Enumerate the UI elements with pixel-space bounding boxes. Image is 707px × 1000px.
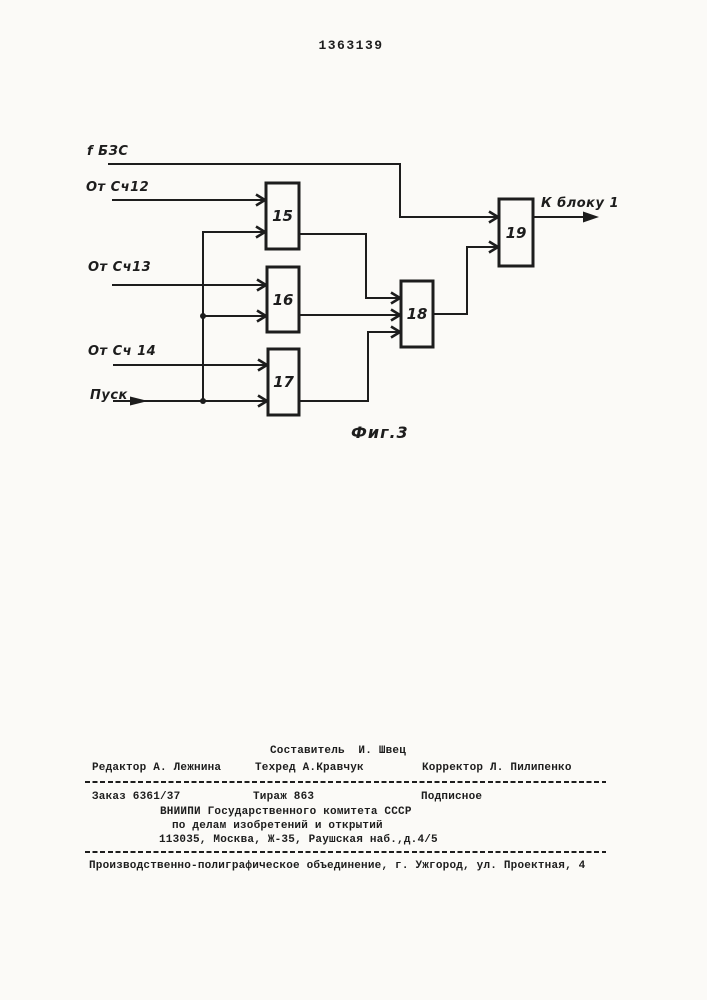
- block-number-18: 18: [406, 305, 428, 323]
- imprint-vniipi-line1: ВНИИПИ Государственного комитета СССР: [160, 806, 412, 818]
- wire-fbzs-to-19: [108, 164, 497, 217]
- output-arrowhead: [583, 212, 599, 223]
- imprint-production-line: Производственно-полиграфическое объединение, г. Ужгород, ул. Проектная, 4: [89, 860, 586, 872]
- imprint-zakaz: Заказ 6361/37: [92, 791, 181, 803]
- junction-dot: [200, 398, 206, 404]
- wire-17-to-18: [299, 332, 399, 401]
- wire-15-to-18: [299, 234, 399, 298]
- imprint-podpisnoe: Подписное: [421, 791, 483, 803]
- imprint-korrektor: Корректор Л. Пилипенко: [422, 762, 572, 774]
- signal-label-ot-sch14: От Сч 14: [88, 344, 157, 359]
- divider-dashed-bottom: [85, 851, 606, 853]
- imprint-vniipi-line2: по делам изобретений и открытий: [172, 820, 383, 832]
- signal-label-ot-sch13: От Сч13: [88, 260, 152, 275]
- imprint-tirazh: Тираж 863: [253, 791, 315, 803]
- pusk-arrowhead: [130, 397, 148, 406]
- imprint-sostavitel: Составитель И. Швец: [270, 745, 407, 757]
- patent-number: 1363139: [318, 38, 384, 53]
- block-number-17: 17: [273, 373, 294, 391]
- imprint-tehred: Техред А.Кравчук: [255, 762, 364, 774]
- output-label-k-bloku-1: К блоку 1: [541, 196, 620, 211]
- junction-dot: [200, 313, 206, 319]
- divider-dashed-top: [85, 781, 606, 783]
- imprint-vniipi-line3: 113035, Москва, Ж-35, Раушская наб.,д.4/5: [159, 834, 438, 846]
- signal-label-ot-sch12: От Сч12: [86, 180, 150, 195]
- imprint-redaktor: Редактор А. Лежнина: [92, 762, 222, 774]
- block-number-19: 19: [505, 223, 527, 242]
- signal-label-fbzs: f БЗС: [87, 144, 129, 159]
- block-number-15: 15: [272, 207, 293, 225]
- signal-label-pusk: Пуск: [90, 388, 128, 403]
- wire-18-to-19: [433, 247, 497, 314]
- figure-caption: Фиг.3: [351, 423, 409, 442]
- block-number-16: 16: [272, 290, 294, 309]
